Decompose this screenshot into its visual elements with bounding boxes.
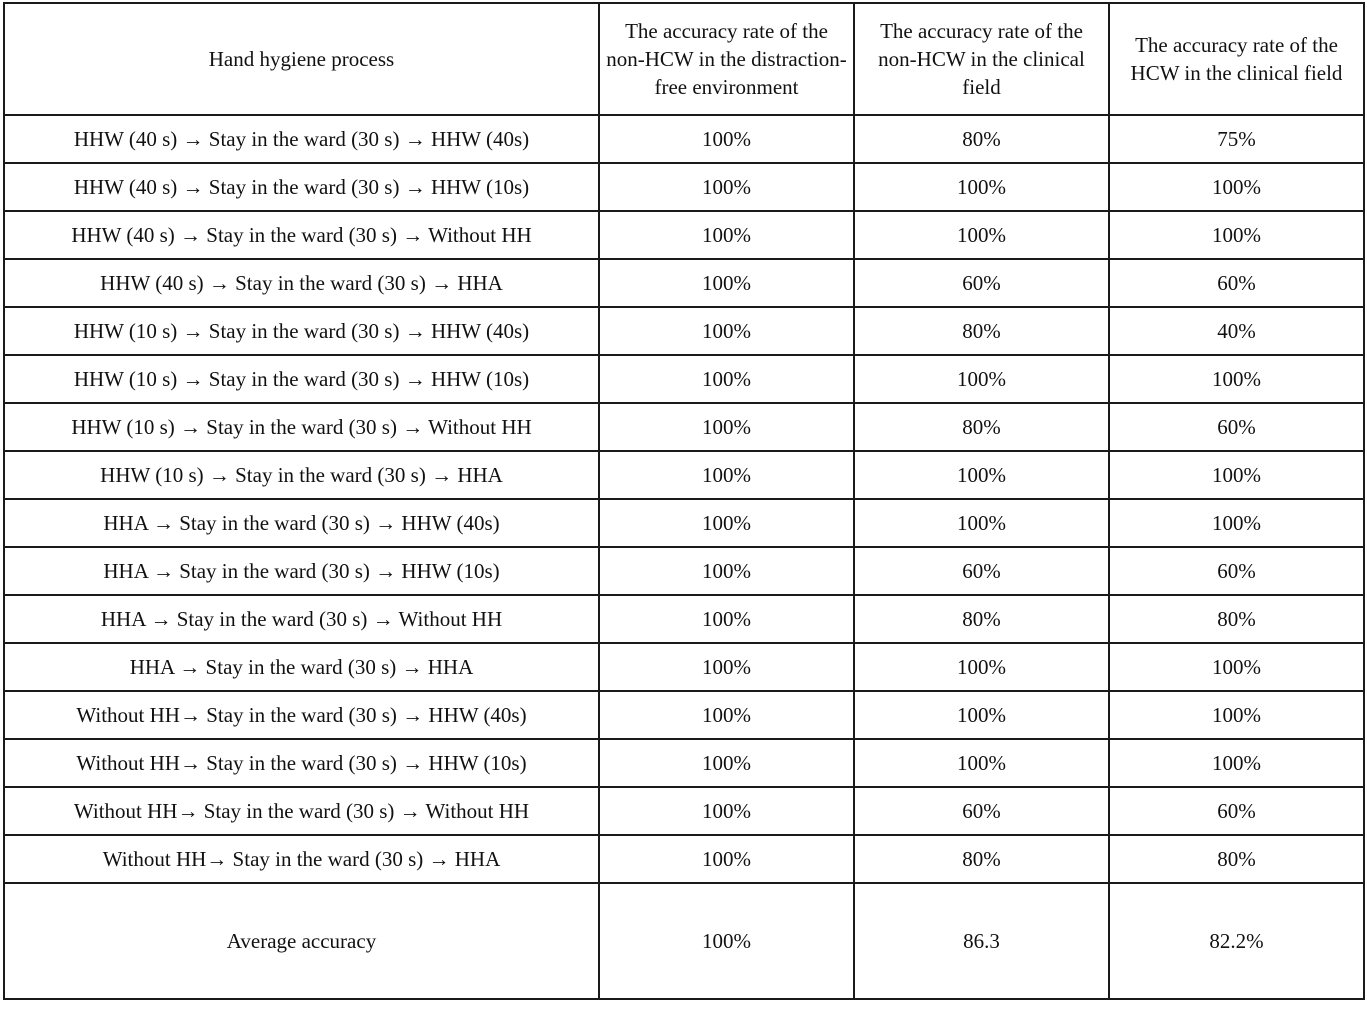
hcw-clinical-field-cell: 100% [1109, 163, 1364, 211]
process-cell: Without HH→ Stay in the ward (30 s) → Without HH [4, 787, 599, 835]
hcw-clinical-field-cell: 80% [1109, 595, 1364, 643]
table-row [4, 691, 1364, 739]
non-hcw-clinical-field-cell: 80% [854, 835, 1109, 883]
table-row [4, 307, 1364, 355]
table-row [4, 835, 1364, 883]
non-hcw-clinical-field-cell: 100% [854, 211, 1109, 259]
table-row [4, 355, 1364, 403]
average-non-hcw-distraction-free: 100% [599, 883, 854, 999]
non-hcw-clinical-field-cell: 100% [854, 499, 1109, 547]
hcw-clinical-field-cell: 100% [1109, 211, 1364, 259]
table-row [4, 595, 1364, 643]
hcw-clinical-field-cell: 100% [1109, 691, 1364, 739]
hcw-clinical-field-cell: 100% [1109, 499, 1364, 547]
non-hcw-distraction-free-cell: 100% [599, 259, 854, 307]
non-hcw-clinical-field-cell: 100% [854, 355, 1109, 403]
non-hcw-clinical-field-cell: 100% [854, 451, 1109, 499]
non-hcw-distraction-free-cell: 100% [599, 451, 854, 499]
table-header [4, 3, 1364, 115]
process-cell: HHW (40 s) → Stay in the ward (30 s) → HHA [4, 259, 599, 307]
non-hcw-distraction-free-cell: 100% [599, 307, 854, 355]
process-cell: HHA → Stay in the ward (30 s) → HHW (40s) [4, 499, 599, 547]
process-cell: HHW (40 s) → Stay in the ward (30 s) → HHW (10s) [4, 163, 599, 211]
non-hcw-clinical-field-cell: 60% [854, 259, 1109, 307]
non-hcw-clinical-field-cell: 80% [854, 403, 1109, 451]
non-hcw-distraction-free-cell: 100% [599, 163, 854, 211]
process-cell: HHA → Stay in the ward (30 s) → Without HH [4, 595, 599, 643]
process-cell: HHW (10 s) → Stay in the ward (30 s) → Without HH [4, 403, 599, 451]
header-hand-hygiene-process: Hand hygiene process [4, 3, 599, 115]
table-row [4, 787, 1364, 835]
non-hcw-distraction-free-cell: 100% [599, 643, 854, 691]
process-cell: Without HH→ Stay in the ward (30 s) → HHA [4, 835, 599, 883]
process-cell: HHW (10 s) → Stay in the ward (30 s) → HHW (40s) [4, 307, 599, 355]
table-row [4, 499, 1364, 547]
average-non-hcw-clinical-field: 86.3 [854, 883, 1109, 999]
hand-hygiene-accuracy-table [3, 2, 1365, 1000]
non-hcw-distraction-free-cell: 100% [599, 691, 854, 739]
process-cell: HHW (10 s) → Stay in the ward (30 s) → HHA [4, 451, 599, 499]
header-non-hcw-clinical-field: The accuracy rate of the non-HCW in the clinical field [854, 3, 1109, 115]
non-hcw-distraction-free-cell: 100% [599, 403, 854, 451]
non-hcw-clinical-field-cell: 80% [854, 307, 1109, 355]
non-hcw-clinical-field-cell: 60% [854, 787, 1109, 835]
process-cell: HHW (10 s) → Stay in the ward (30 s) → HHW (10s) [4, 355, 599, 403]
table-row [4, 259, 1364, 307]
hcw-clinical-field-cell: 60% [1109, 259, 1364, 307]
non-hcw-clinical-field-cell: 80% [854, 595, 1109, 643]
non-hcw-distraction-free-cell: 100% [599, 787, 854, 835]
process-cell: HHW (40 s) → Stay in the ward (30 s) → HHW (40s) [4, 115, 599, 163]
table-footer [4, 883, 1364, 999]
process-cell: Without HH→ Stay in the ward (30 s) → HHW (40s) [4, 691, 599, 739]
table-row [4, 403, 1364, 451]
process-cell: HHW (40 s) → Stay in the ward (30 s) → Without HH [4, 211, 599, 259]
non-hcw-distraction-free-cell: 100% [599, 595, 854, 643]
average-hcw-clinical-field: 82.2% [1109, 883, 1364, 999]
non-hcw-clinical-field-cell: 100% [854, 163, 1109, 211]
hcw-clinical-field-cell: 60% [1109, 403, 1364, 451]
table-row [4, 163, 1364, 211]
hcw-clinical-field-cell: 60% [1109, 547, 1364, 595]
table-row [4, 211, 1364, 259]
non-hcw-clinical-field-cell: 100% [854, 643, 1109, 691]
non-hcw-clinical-field-cell: 80% [854, 115, 1109, 163]
non-hcw-distraction-free-cell: 100% [599, 499, 854, 547]
table-body [4, 115, 1364, 883]
hcw-clinical-field-cell: 100% [1109, 451, 1364, 499]
average-accuracy-row [4, 883, 1364, 999]
non-hcw-distraction-free-cell: 100% [599, 115, 854, 163]
non-hcw-clinical-field-cell: 100% [854, 691, 1109, 739]
table-row [4, 643, 1364, 691]
non-hcw-distraction-free-cell: 100% [599, 835, 854, 883]
table-row [4, 451, 1364, 499]
non-hcw-distraction-free-cell: 100% [599, 355, 854, 403]
non-hcw-clinical-field-cell: 60% [854, 547, 1109, 595]
hcw-clinical-field-cell: 80% [1109, 835, 1364, 883]
hcw-clinical-field-cell: 40% [1109, 307, 1364, 355]
hcw-clinical-field-cell: 100% [1109, 643, 1364, 691]
process-cell: Without HH→ Stay in the ward (30 s) → HHW (10s) [4, 739, 599, 787]
process-cell: HHA → Stay in the ward (30 s) → HHW (10s) [4, 547, 599, 595]
non-hcw-distraction-free-cell: 100% [599, 211, 854, 259]
average-label: Average accuracy [4, 883, 599, 999]
header-hcw-clinical-field: The accuracy rate of the HCW in the clinical field [1109, 3, 1364, 115]
non-hcw-distraction-free-cell: 100% [599, 547, 854, 595]
table-row [4, 739, 1364, 787]
hcw-clinical-field-cell: 60% [1109, 787, 1364, 835]
hcw-clinical-field-cell: 100% [1109, 739, 1364, 787]
hcw-clinical-field-cell: 100% [1109, 355, 1364, 403]
header-row [4, 3, 1364, 115]
non-hcw-distraction-free-cell: 100% [599, 739, 854, 787]
hcw-clinical-field-cell: 75% [1109, 115, 1364, 163]
header-non-hcw-distraction-free: The accuracy rate of the non-HCW in the distraction-free environment [599, 3, 854, 115]
process-cell: HHA → Stay in the ward (30 s) → HHA [4, 643, 599, 691]
table-row [4, 547, 1364, 595]
non-hcw-clinical-field-cell: 100% [854, 739, 1109, 787]
table-row [4, 115, 1364, 163]
